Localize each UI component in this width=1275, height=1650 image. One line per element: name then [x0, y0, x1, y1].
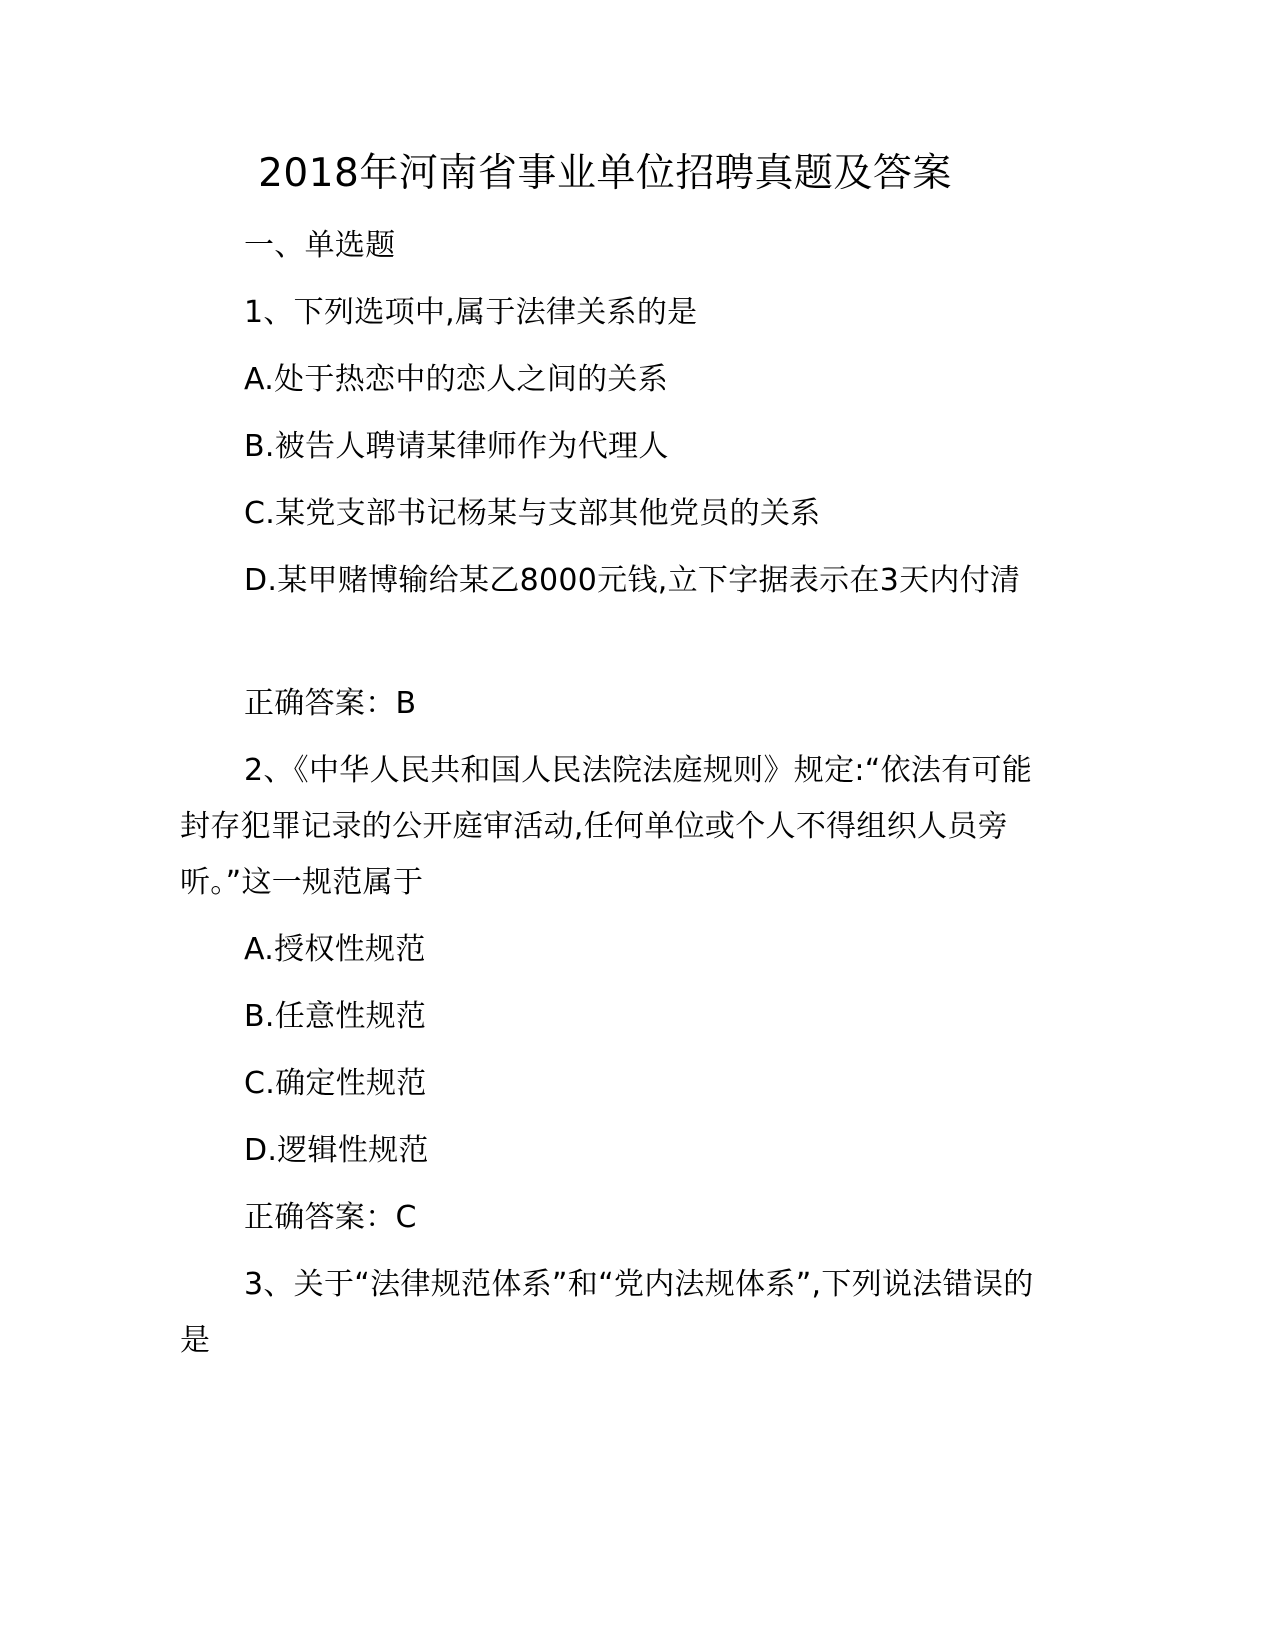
question-1-option-b: B.被告人聘请某律师作为代理人: [244, 429, 669, 464]
question-1-option-d: D.某甲赌博输给某乙8000元钱,立下字据表示在3天内付清: [244, 563, 1021, 598]
question-2-stem: 2、《中华人民共和国人民法院法庭规则》规定:“依法有可能封存犯罪记录的公开庭审活动,任何单位或个人不得组织人员旁听。”这一规范属于: [180, 753, 1033, 900]
question-1-stem: 1、下列选项中,属于法律关系的是: [244, 295, 698, 330]
question-1-option-c: C.某党支部书记杨某与支部其他党员的关系: [244, 496, 821, 531]
section-heading: 一、单选题: [244, 228, 396, 263]
question-2-option-b: B.任意性规范: [244, 999, 427, 1034]
question-1-option-a: A.处于热恋中的恋人之间的关系: [244, 362, 669, 397]
question-2-option-a: A.授权性规范: [244, 932, 426, 967]
document-title: 2018年河南省事业单位招聘真题及答案: [258, 151, 952, 196]
question-2-answer: 正确答案：C: [244, 1200, 417, 1235]
question-1-answer: 正确答案：B: [244, 686, 417, 721]
question-2-option-c: C.确定性规范: [244, 1066, 427, 1101]
question-2-option-d: D.逻辑性规范: [244, 1133, 429, 1168]
question-3-stem: 3、关于“法律规范体系”和“党内法规体系”,下列说法错误的是: [180, 1267, 1034, 1358]
